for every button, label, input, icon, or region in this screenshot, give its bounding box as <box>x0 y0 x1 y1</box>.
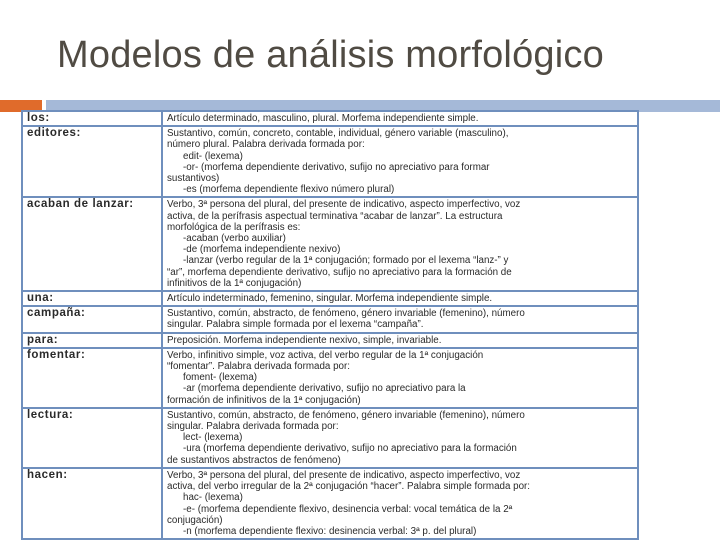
analysis-line: “ar”, morfema dependiente derivativo, sufijo no apreciativo para la formación de <box>167 266 512 278</box>
analysis-line: -e- (morfema dependiente flexivo, desinencia verbal: vocal temática de la 2ª <box>183 503 513 515</box>
term-cell: editores: <box>22 126 162 197</box>
analysis-line: singular. Palabra simple formada por el lexema “campaña”. <box>167 319 424 331</box>
analysis-line: activa, de la perífrasis aspectual terminativa “acabar de lanzar”. La estructura <box>167 210 503 222</box>
analysis-line: -lanzar (verbo regular de la 1ª conjugación; formado por el lexema “lanz-” y <box>183 255 509 267</box>
analysis-cell <box>162 306 638 332</box>
analysis-line: sustantivos) <box>167 173 220 185</box>
analysis-cell <box>162 197 638 291</box>
analysis-line: Sustantivo, común, concreto, contable, individual, género variable (masculino), <box>167 128 509 140</box>
analysis-line: Artículo determinado, masculino, plural. Morfema independiente simple. <box>167 113 479 124</box>
term-cell: para: <box>22 333 162 348</box>
analysis-line: -acaban (verbo auxiliar) <box>183 233 286 245</box>
analysis-line: lect- (lexema) <box>183 432 243 444</box>
analysis-cell <box>162 126 638 197</box>
table-row <box>22 468 638 539</box>
term-cell: hacen: <box>22 468 162 539</box>
table-row <box>22 333 638 348</box>
analysis-line: Preposición. Morfema independiente nexivo, simple, invariable. <box>167 334 442 346</box>
analysis-line: foment- (lexema) <box>183 372 258 384</box>
analysis-line: número plural. Palabra derivada formada por: <box>167 139 365 151</box>
analysis-line: Verbo, infinitivo simple, voz activa, del verbo regular de la 1ª conjugación <box>167 349 484 361</box>
table-row <box>22 408 638 468</box>
analysis-line: Verbo, 3ª persona del plural, del presente de indicativo, aspecto imperfectivo, voz <box>167 469 521 481</box>
morphological-analysis-table <box>21 110 639 540</box>
analysis-line: infinitivos de la 1ª conjugación) <box>167 277 302 289</box>
analysis-line: conjugación) <box>167 514 223 526</box>
analysis-line: Sustantivo, común, abstracto, de fenómeno, género invariable (femenino), número <box>167 308 525 320</box>
analysis-line: morfológica de la perífrasis es: <box>167 221 301 233</box>
term-cell: acaban de lanzar: <box>22 197 162 291</box>
table-row <box>22 197 638 291</box>
term-cell: lectura: <box>22 408 162 468</box>
analysis-line: Artículo indeterminado, femenino, singular. Morfema independiente simple. <box>167 293 493 305</box>
analysis-line: Verbo, 3ª persona del plural, del presente de indicativo, aspecto imperfectivo, voz <box>167 199 521 211</box>
analysis-cell <box>162 468 638 539</box>
analysis-line: activa, del verbo irregular de la 2ª conjugación “hacer”. Palabra simple formada por: <box>167 481 531 493</box>
slide-title: Modelos de análisis morfológico <box>57 34 604 76</box>
table-row <box>22 126 638 197</box>
term-cell: fomentar: <box>22 348 162 408</box>
analysis-line: -n (morfema dependiente flexivo: desinencia verbal: 3ª p. del plural) <box>183 525 477 537</box>
table-row <box>22 291 638 306</box>
analysis-line: “fomentar”. Palabra derivada formada por: <box>167 361 350 373</box>
analysis-cell <box>162 408 638 468</box>
analysis-cell <box>162 111 638 126</box>
table-row <box>22 306 638 332</box>
analysis-line: -ura (morfema dependiente derivativo, sufijo no apreciativo para la formación <box>183 443 517 455</box>
analysis-line: -es (morfema dependiente flexivo número plural) <box>183 184 395 196</box>
analysis-cell <box>162 291 638 306</box>
table-row <box>22 111 638 126</box>
analysis-table-container <box>21 110 639 540</box>
analysis-line: -de (morfema independiente nexivo) <box>183 244 341 256</box>
term-cell: los: <box>22 111 162 126</box>
analysis-line: hac- (lexema) <box>183 492 243 504</box>
analysis-line: formación de infinitivos de la 1ª conjugación) <box>167 394 361 406</box>
table-body <box>22 111 638 539</box>
term-cell: campaña: <box>22 306 162 332</box>
analysis-line: Sustantivo, común, abstracto, de fenómeno, género invariable (femenino), número <box>167 409 525 421</box>
analysis-cell <box>162 333 638 348</box>
analysis-line: -or- (morfema dependiente derivativo, sufijo no apreciativo para formar <box>183 161 490 173</box>
analysis-cell <box>162 348 638 408</box>
analysis-line: de sustantivos abstractos de fenómeno) <box>167 454 341 466</box>
analysis-line: -ar (morfema dependiente derivativo, sufijo no apreciativo para la <box>183 383 466 395</box>
term-cell: una: <box>22 291 162 306</box>
table-row <box>22 348 638 408</box>
analysis-line: singular. Palabra derivada formada por: <box>167 421 339 433</box>
analysis-line: edit- (lexema) <box>183 150 243 162</box>
